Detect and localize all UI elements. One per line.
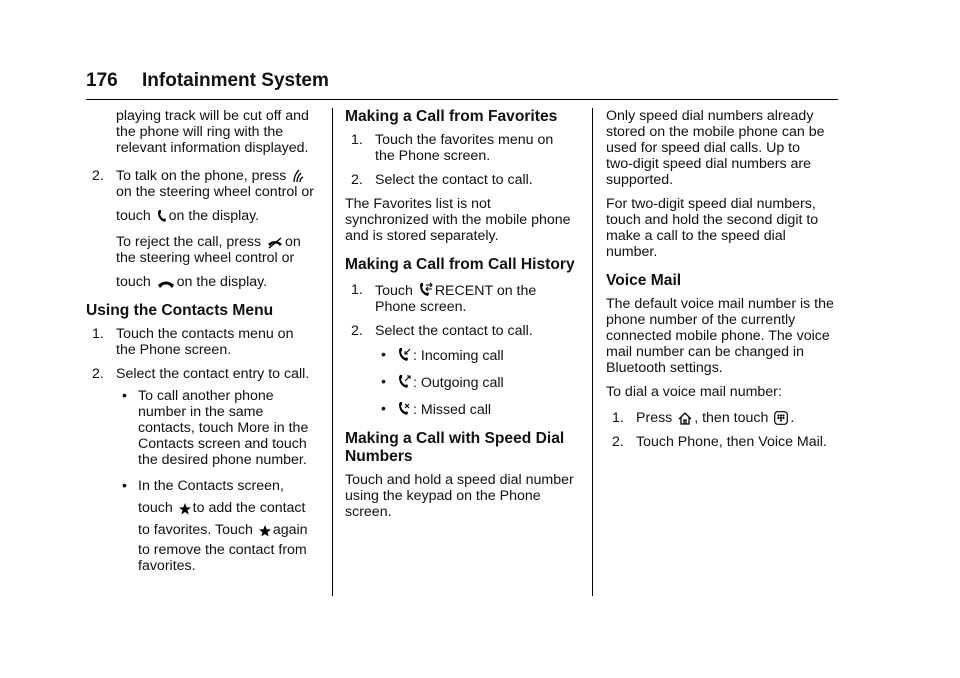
column-divider-1 — [332, 108, 333, 596]
section-heading-contacts: Using the Contacts Menu — [86, 302, 274, 319]
home-icon — [678, 412, 692, 425]
column-1 — [86, 108, 326, 574]
text-line: screen. — [345, 504, 392, 520]
phone-app-icon — [774, 411, 788, 425]
page-number: 176 — [86, 70, 118, 91]
text-line: relevant information displayed. — [116, 140, 309, 156]
text-line: number. — [606, 244, 658, 260]
text-line: phone number of the currently — [606, 312, 796, 328]
text-line: make a call to the speed dial — [606, 228, 786, 244]
text-line: the phone will ring with the — [116, 124, 284, 140]
bullet-item: • : Missed call — [381, 401, 492, 418]
text-line: The default voice mail number is the — [606, 296, 834, 312]
bullet-item: • In the Contacts screen, touch to add the contact to favorites. Touch again to remove the contact from favorites. — [122, 478, 308, 574]
section-heading-call-history: Making a Call from Call History — [345, 256, 575, 273]
text-line: supported. — [606, 172, 674, 188]
text-line: used for speed dial calls. Up to — [606, 140, 801, 156]
recent-calls-icon — [419, 282, 433, 298]
text-line: connected mobile phone. The voice — [606, 328, 830, 344]
step-favorites-1: 1. Touch the favorites menu on the Phone screen. — [351, 132, 554, 164]
text-line: playing track will be cut off and — [116, 108, 309, 124]
text-line: Bluetooth settings. — [606, 360, 723, 376]
text-line: mail number can be changed in — [606, 344, 804, 360]
bullet-item: • To call another phone number in the same contacts, touch More in the Contacts screen and touch the desired phone number. — [122, 388, 309, 468]
step-talk: 2. To talk on the phone, press on the steering wheel control or touch on the display. To reject the call, press on the steering wheel control or touch on the display. — [92, 168, 314, 290]
text-line: Touch and hold a speed dial number — [345, 472, 574, 488]
step-history-2: 2. Select the contact to call. — [351, 323, 533, 339]
column-3 — [606, 108, 846, 450]
text-line: To dial a voice mail number: — [606, 384, 782, 400]
section-heading-speed-dial: Making a Call with Speed Dial — [345, 430, 565, 447]
missed-call-icon — [399, 401, 411, 417]
end-call-icon — [267, 237, 283, 249]
text-line: stored on the mobile phone can be — [606, 124, 825, 140]
favorite-star-icon — [259, 525, 271, 537]
header-rule — [86, 99, 838, 100]
text-line: touch and hold the second digit to — [606, 212, 819, 228]
section-heading-voice-mail: Voice Mail — [606, 272, 682, 289]
column-divider-2 — [592, 108, 593, 596]
text-line: Only speed dial numbers already — [606, 108, 814, 124]
text-line: two-digit speed dial numbers are — [606, 156, 812, 172]
step-history-1: 1. Touch RECENT on the Phone screen. — [351, 282, 537, 315]
phone-handset-icon — [157, 209, 167, 223]
hang-up-icon — [157, 279, 175, 289]
section-heading-favorites: Making a Call from Favorites — [345, 108, 558, 125]
text-line: using the keypad on the Phone — [345, 488, 541, 504]
page-title: Infotainment System — [142, 70, 329, 91]
step-voicemail-1: 1. Press , then touch . — [612, 410, 795, 426]
bullet-item: • : Incoming call — [381, 347, 504, 364]
step-contacts-2: 2. Select the contact entry to call. — [92, 366, 310, 382]
text-line: and is stored separately. — [345, 228, 499, 244]
column-2 — [345, 108, 589, 520]
step-voicemail-2: 2. Touch Phone, then Voice Mail. — [612, 434, 827, 450]
text-line: The Favorites list is not — [345, 196, 491, 212]
bullet-item: • : Outgoing call — [381, 374, 504, 391]
outgoing-call-icon — [399, 374, 411, 390]
favorite-star-icon — [179, 503, 191, 515]
section-heading-speed-dial-cont: Numbers — [345, 448, 413, 465]
text-line: synchronized with the mobile phone — [345, 212, 571, 228]
step-favorites-2: 2. Select the contact to call. — [351, 172, 533, 188]
push-to-talk-icon — [292, 169, 304, 183]
incoming-call-icon — [399, 347, 411, 363]
step-contacts-1: 1. Touch the contacts menu on the Phone screen. — [92, 326, 294, 358]
text-line: For two-digit speed dial numbers, — [606, 196, 816, 212]
